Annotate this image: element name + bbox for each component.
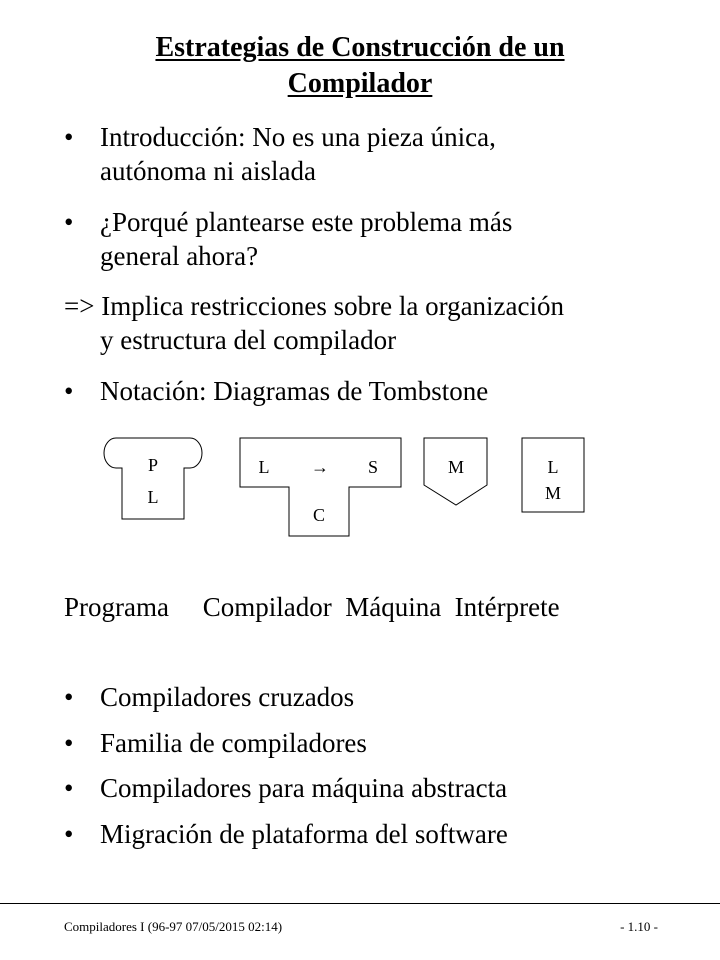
machine-diagram: [424, 438, 487, 505]
bullet-text: Compiladores para máquina abstracta: [100, 773, 508, 803]
compiler-impl-label: C: [312, 505, 326, 525]
bullet-text-line1: Introducción: No es una pieza única,: [100, 122, 496, 152]
bullet-text-line1: ¿Porqué plantearse este problema más: [100, 207, 513, 237]
program-diagram: [104, 438, 202, 519]
bullet-text-line2: general ahora?: [100, 241, 259, 271]
implication-line1: => Implica restricciones sobre la organización: [64, 291, 565, 321]
compiler-diagram: [240, 438, 401, 536]
compiler-source-label: L: [258, 457, 270, 477]
arrow-right-icon: →: [311, 457, 329, 477]
interpreter-bottom-label: M: [544, 483, 562, 503]
interpreter-top-label: L: [547, 457, 559, 477]
machine-label: M: [447, 457, 465, 477]
bullet-text: Familia de compiladores: [100, 728, 367, 758]
implication-line2: y estructura del compilador: [100, 325, 397, 355]
bullet-item-cruzados: [64, 680, 704, 714]
bullet-text: Compiladores cruzados: [100, 682, 355, 712]
footer-course-info: Compiladores I (96-97 07/05/2015 02:14): [64, 919, 283, 934]
bullet-icon: •: [64, 773, 74, 803]
notation-text: Notación: Diagramas de Tombstone: [100, 376, 489, 406]
diagram-labels: Programa Compilador Máquina Intérprete: [64, 592, 560, 622]
program-top-label: P: [147, 455, 159, 475]
bullet-text-line2: autónoma ni aislada: [100, 156, 316, 186]
slide-title-line1: Estrategias de Construcción de un: [155, 32, 565, 63]
program-bottom-label: L: [147, 487, 159, 507]
bullet-text: Migración de plataforma del software: [100, 819, 508, 849]
bullet-icon: •: [64, 207, 74, 237]
bullet-item-familia: [64, 726, 704, 760]
bullet-icon: •: [64, 682, 74, 712]
footer-divider: [0, 903, 720, 904]
compiler-target-label: S: [367, 457, 379, 477]
interpreter-diagram: [522, 438, 584, 512]
slide-title-line2: Compilador: [287, 68, 433, 99]
bullet-icon: •: [64, 819, 74, 849]
footer-page-number: - 1.10 -: [620, 919, 658, 934]
bullet-icon: •: [64, 122, 74, 152]
bullet-icon: •: [64, 728, 74, 758]
bullet-item-migracion: [64, 817, 704, 851]
bullet-icon: •: [64, 376, 74, 406]
bullet-item-abstracta: [64, 771, 704, 805]
